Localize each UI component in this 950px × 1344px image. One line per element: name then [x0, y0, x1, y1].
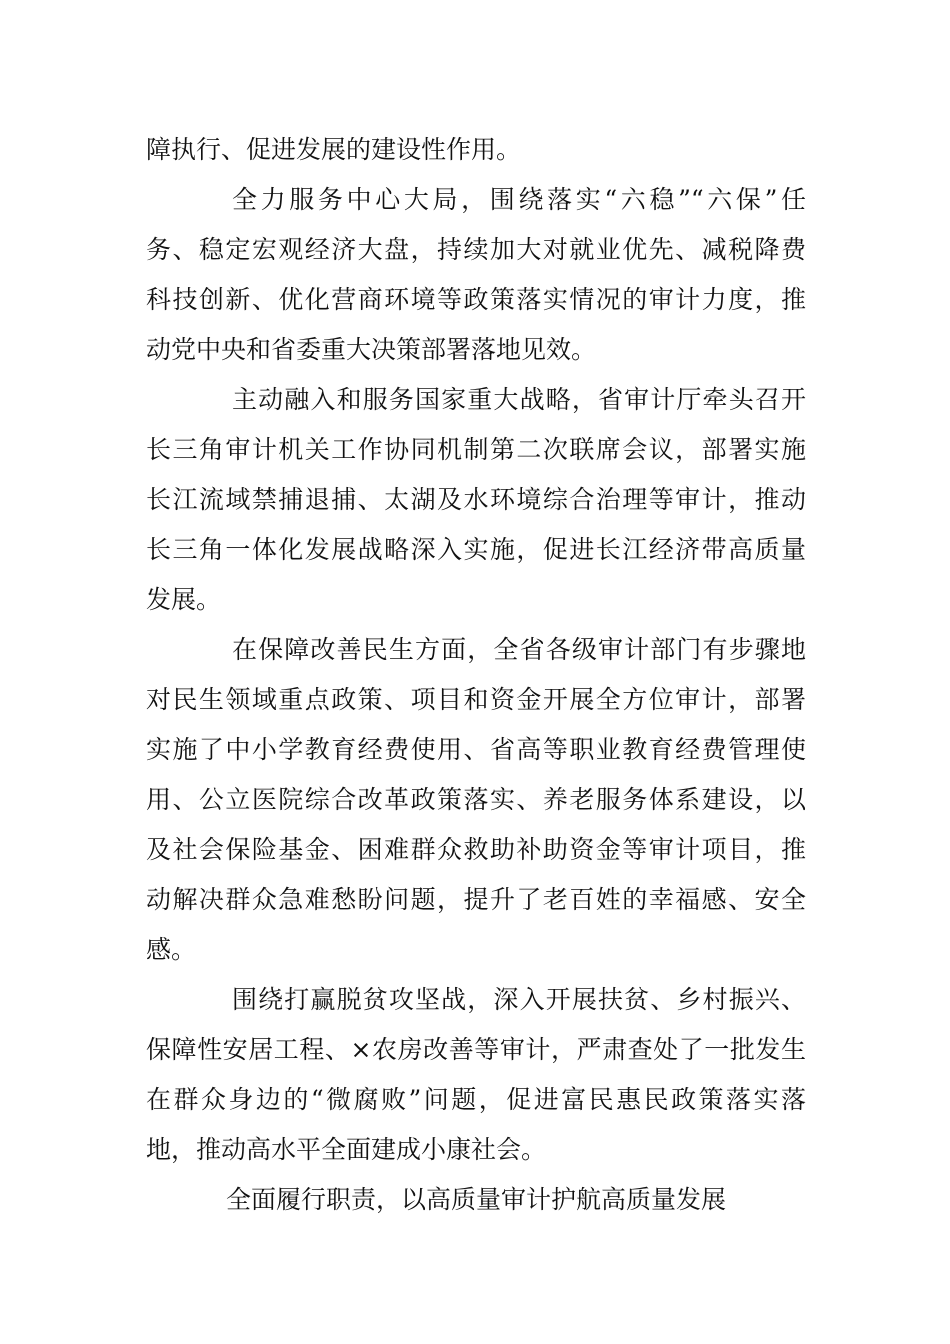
- text-line: 长三角审计机关工作协同机制第二次联席会议，部署实施: [146, 435, 806, 464]
- text-line: 障执行、促进发展的建设性作用。: [146, 135, 522, 164]
- text-line: 对民生领域重点政策、项目和资金开展全方位审计，部署: [146, 685, 806, 714]
- text-line: 长江流域禁捕退捕、太湖及水环境综合治理等审计，推动: [146, 485, 806, 514]
- text-line: 在群众身边的“微腐败”问题，促进富民惠民政策落实落: [146, 1085, 806, 1114]
- text-line: 动解决群众急难愁盼问题，提升了老百姓的幸福感、安全: [146, 885, 806, 914]
- text-line: 围绕打赢脱贫攻坚战，深入开展扶贫、乡村振兴、: [232, 985, 806, 1014]
- text-line: 务、稳定宏观经济大盘，持续加大对就业优先、减税降费: [146, 235, 806, 264]
- text-line: 用、公立医院综合改革政策落实、养老服务体系建设，以: [146, 785, 806, 814]
- text-line: 全力服务中心大局，围绕落实“六稳”“六保”任: [232, 185, 806, 214]
- text-line: 及社会保险基金、困难群众救助补助资金等审计项目，推: [146, 835, 806, 864]
- text-line: 科技创新、优化营商环境等政策落实情况的审计力度，推: [146, 285, 806, 314]
- text-line: 感。: [146, 935, 197, 964]
- text-line: 保障性安居工程、×农房改善等审计，严肃查处了一批发生: [146, 1035, 806, 1064]
- text-line: 主动融入和服务国家重大战略，省审计厅牵头召开: [232, 385, 806, 414]
- text-line: 在保障改善民生方面，全省各级审计部门有步骤地: [232, 635, 806, 664]
- text-line: 发展。: [146, 585, 222, 614]
- section-heading: 全面履行职责，以高质量审计护航高质量发展: [226, 1185, 727, 1214]
- text-line: 长三角一体化发展战略深入实施，促进长江经济带高质量: [146, 535, 806, 564]
- text-line: 实施了中小学教育经费使用、省高等职业教育经费管理使: [146, 735, 806, 764]
- text-line: 地，推动高水平全面建成小康社会。: [146, 1135, 547, 1164]
- text-line: 动党中央和省委重大决策部署落地见效。: [146, 335, 597, 364]
